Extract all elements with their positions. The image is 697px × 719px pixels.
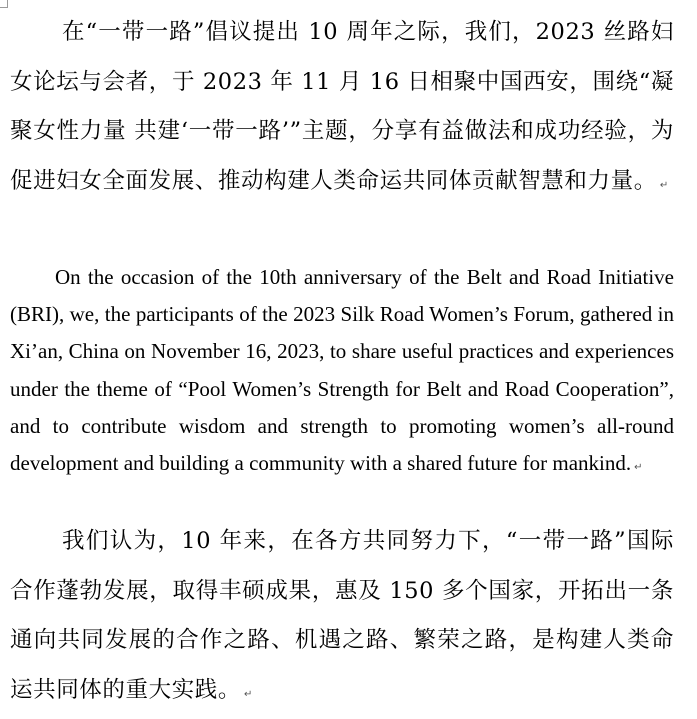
paragraph-chinese-intro (10, 8, 674, 210)
paragraph-text: 我们认为，10 年来，在各方共同努力下，“一带一路”国际合作蓬勃发展，取得丰硕成果，惠及 150 多个国家，开拓出一条通向共同发展的合作之路、机遇之路、繁荣之路，是构建人类命运共同体的重大实践。 (10, 528, 674, 703)
paragraph-chinese-belief (10, 517, 674, 719)
paragraph-english-intro (10, 259, 674, 486)
paragraph-mark-icon: ↵ (659, 179, 669, 191)
paragraph-mark-icon: ↵ (244, 688, 253, 700)
paragraph-mark-icon: ↵ (634, 462, 643, 474)
paragraph-text: 在“一带一路”倡议提出 10 周年之际，我们，2023 丝路妇女论坛与会者，于 2023 年 11 月 16 日相聚中国西安，围绕“凝聚女性力量 共建‘一带一路’”主题，分享有益做法和成功经验，为促进妇女全面发展、推动构建人类命运共同体贡献智慧和力量。 (10, 19, 674, 194)
paragraph-text: On the occasion of the 10th anniversary of the Belt and Road Initiative (BRI), we, the participants of the 2023 Silk Road Women’s Forum, gathered in Xi’an, China on November 16, 2023, to share useful practices and experiences under the theme of “Pool Women’s Strength for Belt and Road Cooperation”, and to contribute wisdom and strength to promoting women’s all-round development and building a community with a shared future for mankind. (10, 265, 674, 476)
page-corner-mark (0, 0, 8, 8)
